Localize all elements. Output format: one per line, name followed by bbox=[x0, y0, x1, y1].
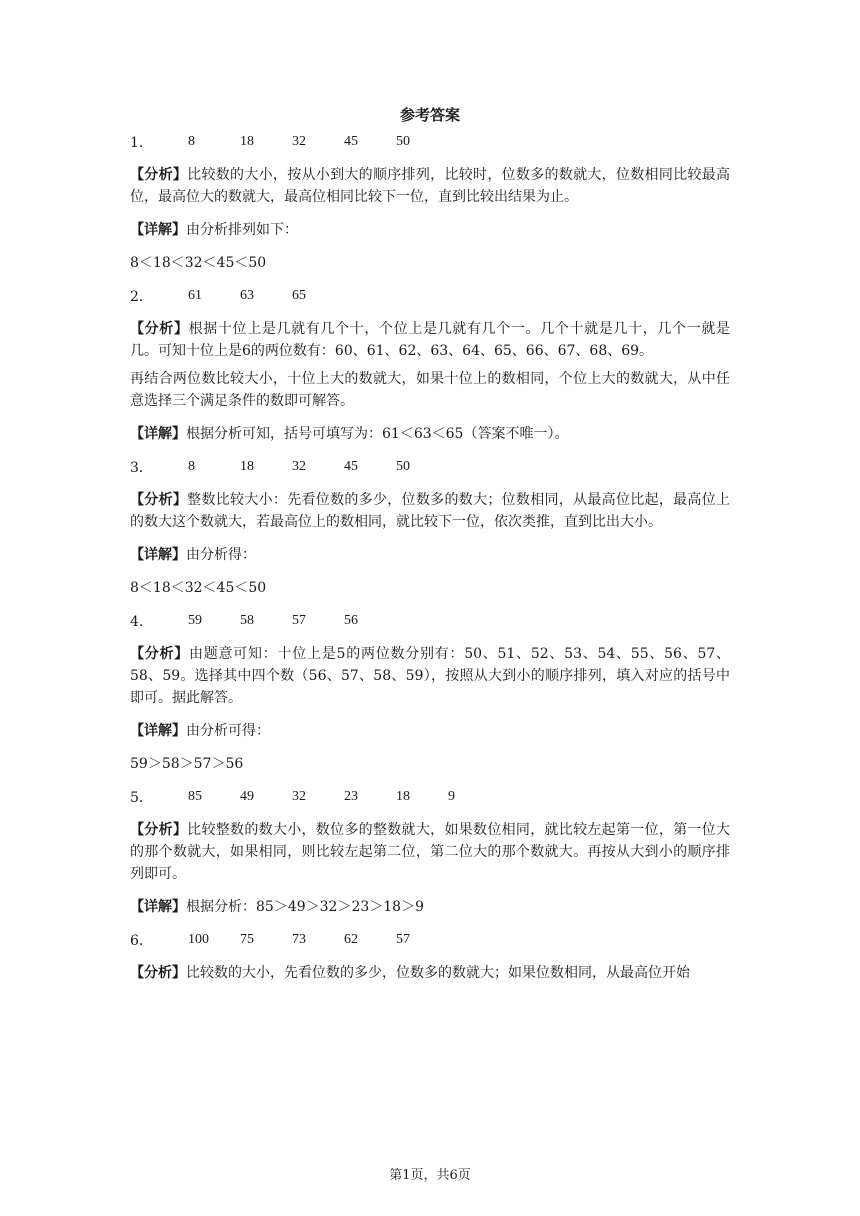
answer-value: 57 bbox=[396, 932, 410, 947]
analysis-paragraph bbox=[130, 819, 730, 885]
inequality-line: 8＜18＜32＜45＜50 bbox=[130, 255, 267, 271]
question-1-answers bbox=[130, 131, 730, 153]
inequality-line: 59＞58＞57＞56 bbox=[130, 756, 244, 772]
analysis-paragraph bbox=[130, 962, 730, 984]
analysis-tag: 【分析】 bbox=[130, 646, 190, 662]
question-number: 3． bbox=[130, 460, 153, 476]
analysis-tag: 【分析】 bbox=[130, 167, 188, 183]
answer-value: 61 bbox=[188, 288, 202, 303]
question-3-answers bbox=[130, 456, 730, 478]
question-2-answers bbox=[130, 285, 730, 307]
question-number: 1． bbox=[130, 135, 153, 151]
detail-paragraph bbox=[130, 720, 730, 742]
answer-value: 18 bbox=[240, 459, 254, 474]
answer-value: 45 bbox=[344, 134, 358, 149]
question-6-answers bbox=[130, 929, 730, 951]
answer-value: 58 bbox=[240, 613, 254, 628]
detail-tag: 【详解】 bbox=[130, 426, 186, 442]
detail-text: 由分析排列如下： bbox=[186, 222, 298, 238]
answer-value: 23 bbox=[344, 789, 358, 804]
question-number: 5． bbox=[130, 790, 153, 806]
analysis-tag: 【分析】 bbox=[130, 492, 188, 508]
analysis-text: 根据十位上是几就有几个十，个位上是几就有几个一。几个十就是几十，几个一就是几。可知十位上是6的两位数有：60、61、62、63、64、65、66、67、68、69。 bbox=[130, 321, 731, 359]
detail-paragraph bbox=[130, 544, 730, 566]
answer-value: 32 bbox=[292, 459, 306, 474]
analysis-paragraph bbox=[130, 489, 730, 533]
analysis-text: 整数比较大小：先看位数的多少，位数多的数大；位数相同，从最高位比起，最高位上的数大这个数就大，若最高位上的数相同，就比较下一位，依次类推，直到比出大小。 bbox=[130, 492, 730, 530]
answer-value: 85 bbox=[188, 789, 202, 804]
answer-value: 50 bbox=[396, 459, 410, 474]
answer-value: 57 bbox=[292, 613, 306, 628]
answer-value: 50 bbox=[396, 134, 410, 149]
answer-value: 45 bbox=[344, 459, 358, 474]
detail-text: 根据分析可知，括号可填写为：61＜63＜65（答案不唯一）。 bbox=[186, 426, 569, 442]
analysis-paragraph bbox=[130, 643, 730, 709]
answer-value: 8 bbox=[188, 459, 195, 474]
analysis-text: 由题意可知：十位上是5的两位数分别有：50、51、52、53、54、55、56、57、58、59。选择其中四个数（56、57、58、59），按照从大到小的顺序排列，填入对应的括号中即可。据此解答。 bbox=[130, 646, 731, 706]
question-4-answers bbox=[130, 610, 730, 632]
answer-value: 100 bbox=[188, 932, 209, 947]
question-number: 6． bbox=[130, 933, 153, 949]
answer-value: 32 bbox=[292, 134, 306, 149]
answer-value: 65 bbox=[292, 288, 306, 303]
answer-value: 56 bbox=[344, 613, 358, 628]
analysis-text: 比较数的大小，按从小到大的顺序排列，比较时，位数多的数就大，位数相同比较最高位，最高位大的数就大，最高位相同比较下一位，直到比较出结果为止。 bbox=[130, 167, 730, 205]
answer-value: 75 bbox=[240, 932, 254, 947]
answer-value: 32 bbox=[292, 789, 306, 804]
detail-paragraph bbox=[130, 423, 730, 445]
analysis-text: 比较数的大小，先看位数的多少，位数多的数就大；如果位数相同，从最高位开始 bbox=[186, 965, 690, 981]
analysis-paragraph-continued: 再结合两位数比较大小，十位上大的数就大，如果十位上的数相同，个位上大的数就大，从中任意选择三个满足条件的数即可解答。 bbox=[130, 371, 730, 409]
analysis-tag: 【分析】 bbox=[130, 965, 186, 981]
detail-text: 由分析可得： bbox=[186, 723, 270, 739]
answer-value: 18 bbox=[396, 789, 410, 804]
detail-paragraph bbox=[130, 896, 730, 918]
answer-value: 9 bbox=[448, 789, 455, 804]
answer-value: 8 bbox=[188, 134, 195, 149]
answer-value: 63 bbox=[240, 288, 254, 303]
detail-tag: 【详解】 bbox=[130, 899, 186, 915]
answer-value: 59 bbox=[188, 613, 202, 628]
question-number: 2． bbox=[130, 289, 153, 305]
inequality-line: 8＜18＜32＜45＜50 bbox=[130, 580, 267, 596]
detail-tag: 【详解】 bbox=[130, 547, 186, 563]
question-5-answers bbox=[130, 786, 730, 808]
detail-tag: 【详解】 bbox=[130, 723, 186, 739]
analysis-text: 比较整数的数大小，数位多的整数就大，如果数位相同，就比较左起第一位，第一位大的那个数就大，如果相同，则比较左起第二位，第二位大的那个数就大。再按从大到小的顺序排列即可。 bbox=[130, 822, 730, 882]
answer-value: 73 bbox=[292, 932, 306, 947]
detail-text: 由分析得： bbox=[186, 547, 256, 563]
detail-paragraph bbox=[130, 219, 730, 241]
page-title: 参考答案 bbox=[399, 106, 460, 124]
answer-value: 62 bbox=[344, 932, 358, 947]
detail-text: 根据分析：85＞49＞32＞23＞18＞9 bbox=[186, 899, 424, 915]
answer-content bbox=[130, 131, 730, 984]
analysis-paragraph bbox=[130, 164, 730, 208]
analysis-tag: 【分析】 bbox=[130, 822, 188, 838]
answer-value: 18 bbox=[240, 134, 254, 149]
answer-value: 49 bbox=[240, 789, 254, 804]
question-number: 4． bbox=[130, 614, 153, 630]
page-footer: 第1页，共6页 bbox=[389, 1168, 471, 1183]
analysis-paragraph bbox=[130, 318, 730, 362]
analysis-tag: 【分析】 bbox=[130, 321, 189, 337]
detail-tag: 【详解】 bbox=[130, 222, 186, 238]
